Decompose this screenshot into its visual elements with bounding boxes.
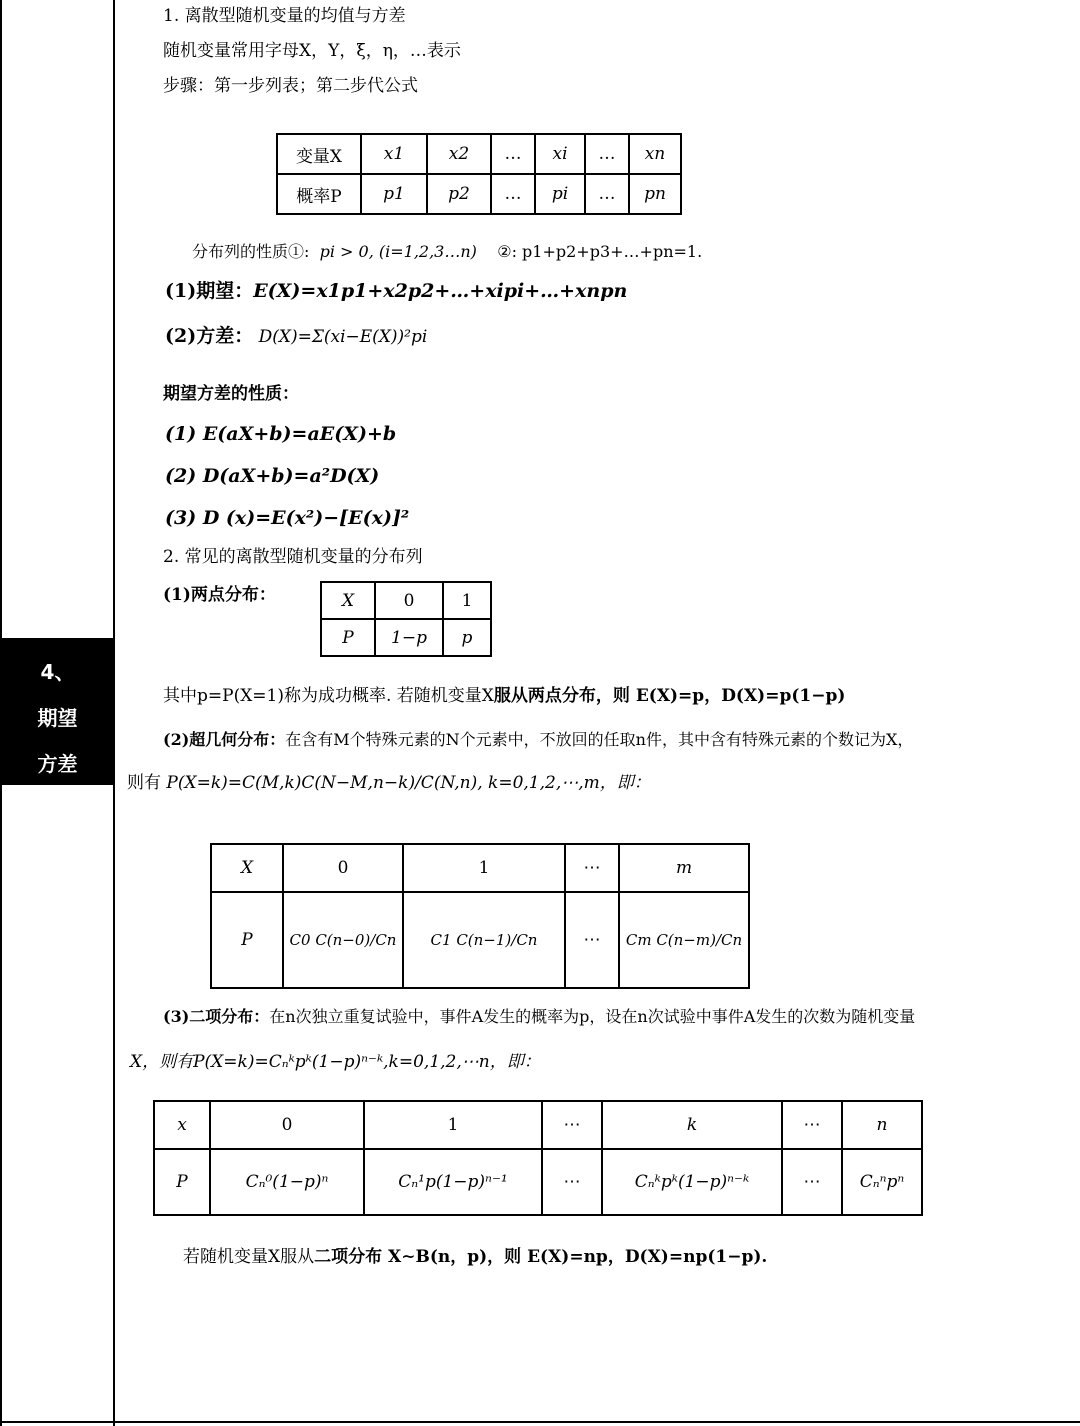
- sidebar-word-2: 方差: [37, 752, 78, 776]
- table-cell: pi: [535, 174, 585, 214]
- table-cell: ⋯: [565, 844, 619, 892]
- distribution-properties: [192, 242, 702, 261]
- hypergeometric-label: (2)超几何分布：: [163, 730, 286, 749]
- hypergeometric-line: [163, 730, 913, 749]
- section1-steps: 步骤：第一步列表；第二步代公式: [163, 76, 418, 96]
- table-cell: n: [842, 1101, 922, 1149]
- binomial-text: 在n次独立重复试验中，事件A发生的概率为p，设在n次试验中事件A发生的次数为随机变量: [269, 1007, 916, 1026]
- properties-title: 期望方差的性质：: [163, 384, 299, 404]
- table-header-probability: 概率P: [277, 174, 361, 214]
- table-cell: Cₙⁿpⁿ: [842, 1149, 922, 1215]
- table-cell: Cₙ¹p(1−p)ⁿ⁻¹: [364, 1149, 542, 1215]
- binomial-table: [153, 1100, 923, 1216]
- table-cell: P: [154, 1149, 210, 1215]
- table-cell: P: [321, 619, 375, 656]
- section1-intro: 随机变量常用字母X，Y，ξ，η，…表示: [163, 41, 461, 61]
- table-cell: pn: [629, 174, 681, 214]
- two-point-note-text: 其中p=P(X=1)称为成功概率. 若随机变量X: [163, 686, 494, 706]
- two-point-note: [163, 686, 845, 706]
- table-cell: Cₙ⁰(1−p)ⁿ: [210, 1149, 364, 1215]
- sidebar-word-1: 期望: [37, 706, 78, 730]
- table-cell: C1 C(n−1)/Cn: [403, 892, 565, 988]
- table-cell: X: [211, 844, 283, 892]
- table-cell: 1: [364, 1101, 542, 1149]
- two-point-label: (1)两点分布：: [163, 585, 276, 605]
- property-label: 分布列的性质①:: [192, 242, 310, 261]
- table-cell: …: [585, 174, 629, 214]
- table-cell: ⋯: [782, 1149, 842, 1215]
- expectation-line: [165, 280, 627, 303]
- binomial-formula: X，则有P(X=k)=Cₙᵏpᵏ(1−p)ⁿ⁻ᵏ,k=0,1,2,⋯n，即：: [130, 1052, 541, 1072]
- table-cell: 1: [443, 582, 491, 619]
- binomial-label: (3)二项分布：: [163, 1007, 270, 1026]
- property-2: ②: p1+p2+p3+…+pn=1.: [497, 242, 703, 261]
- table-cell: x2: [427, 134, 491, 174]
- sidebar-number: 4、: [40, 660, 75, 684]
- table-cell: …: [491, 134, 535, 174]
- binomial-note-result: ，则 E(X)=np，D(X)=np(1−p).: [487, 1247, 768, 1267]
- table-cell: x1: [361, 134, 427, 174]
- property-variance-formula: (3) D (x)=E(x²)−[E(x)]²: [165, 507, 410, 529]
- table-cell: C0 C(n−0)/Cn: [283, 892, 403, 988]
- table-cell: xi: [535, 134, 585, 174]
- hypergeometric-formula: P(X=k)=C(M,k)C(N−M,n−k)/C(N,n), k=0,1,2,⋯,m，即：: [166, 773, 651, 793]
- table-cell: ⋯: [782, 1101, 842, 1149]
- table-cell: Cm C(n−m)/Cn: [619, 892, 749, 988]
- table-cell: Cₙᵏpᵏ(1−p)ⁿ⁻ᵏ: [602, 1149, 782, 1215]
- table-cell: 0: [210, 1101, 364, 1149]
- table-cell: …: [491, 174, 535, 214]
- hypergeometric-formula-line: [127, 773, 651, 793]
- table-cell: ⋯: [542, 1149, 602, 1215]
- table-cell: p: [443, 619, 491, 656]
- hypergeometric-formula-prefix: 则有: [127, 773, 161, 793]
- binomial-note-text: 若随机变量X服从: [183, 1247, 315, 1267]
- table-cell: 1−p: [375, 619, 443, 656]
- sidebar-label: [0, 638, 115, 785]
- two-point-note-result: 服从两点分布，则 E(X)=p，D(X)=p(1−p): [493, 686, 846, 706]
- property-1: pi > 0, (i=1,2,3…n): [319, 242, 477, 261]
- property-linear-variance: (2) D(aX+b)=a²D(X): [165, 465, 380, 487]
- table-cell: …: [585, 134, 629, 174]
- binomial-note-distribution: 二项分布 X∼B(n，p): [314, 1247, 488, 1267]
- two-point-table: [320, 581, 492, 657]
- hypergeometric-table: [210, 843, 750, 989]
- table-cell: 1: [403, 844, 565, 892]
- expectation-formula: E(X)=x1p1+x2p2+…+xipi+…+xnpn: [253, 280, 628, 302]
- table-cell: ⋯: [542, 1101, 602, 1149]
- table-cell: k: [602, 1101, 782, 1149]
- hypergeometric-text: 在含有M个特殊元素的N个元素中，不放回的任取n件，其中含有特殊元素的个数记为X，: [285, 730, 914, 749]
- property-linear-expectation: (1) E(aX+b)=aE(X)+b: [165, 423, 397, 445]
- binomial-note: [183, 1247, 767, 1267]
- expectation-label: (1)期望：: [165, 280, 254, 302]
- table-cell: P: [211, 892, 283, 988]
- table-cell: m: [619, 844, 749, 892]
- table-cell: xn: [629, 134, 681, 174]
- variance-formula: D(X)=Σ(xi−E(X))²pi: [258, 327, 428, 347]
- table-cell: x: [154, 1101, 210, 1149]
- binomial-line: [163, 1007, 915, 1026]
- table-cell: 0: [283, 844, 403, 892]
- section1-title: 1. 离散型随机变量的均值与方差: [163, 6, 406, 26]
- table-cell: ⋯: [565, 892, 619, 988]
- variance-label: (2)方差：: [165, 325, 254, 347]
- section2-title: 2. 常见的离散型随机变量的分布列: [163, 547, 423, 567]
- table-cell: p1: [361, 174, 427, 214]
- bottom-border: [0, 1421, 1080, 1423]
- table-cell: X: [321, 582, 375, 619]
- distribution-table: [276, 133, 682, 215]
- variance-line: [165, 325, 427, 348]
- table-cell: 0: [375, 582, 443, 619]
- table-cell: p2: [427, 174, 491, 214]
- table-header-variable: 变量X: [277, 134, 361, 174]
